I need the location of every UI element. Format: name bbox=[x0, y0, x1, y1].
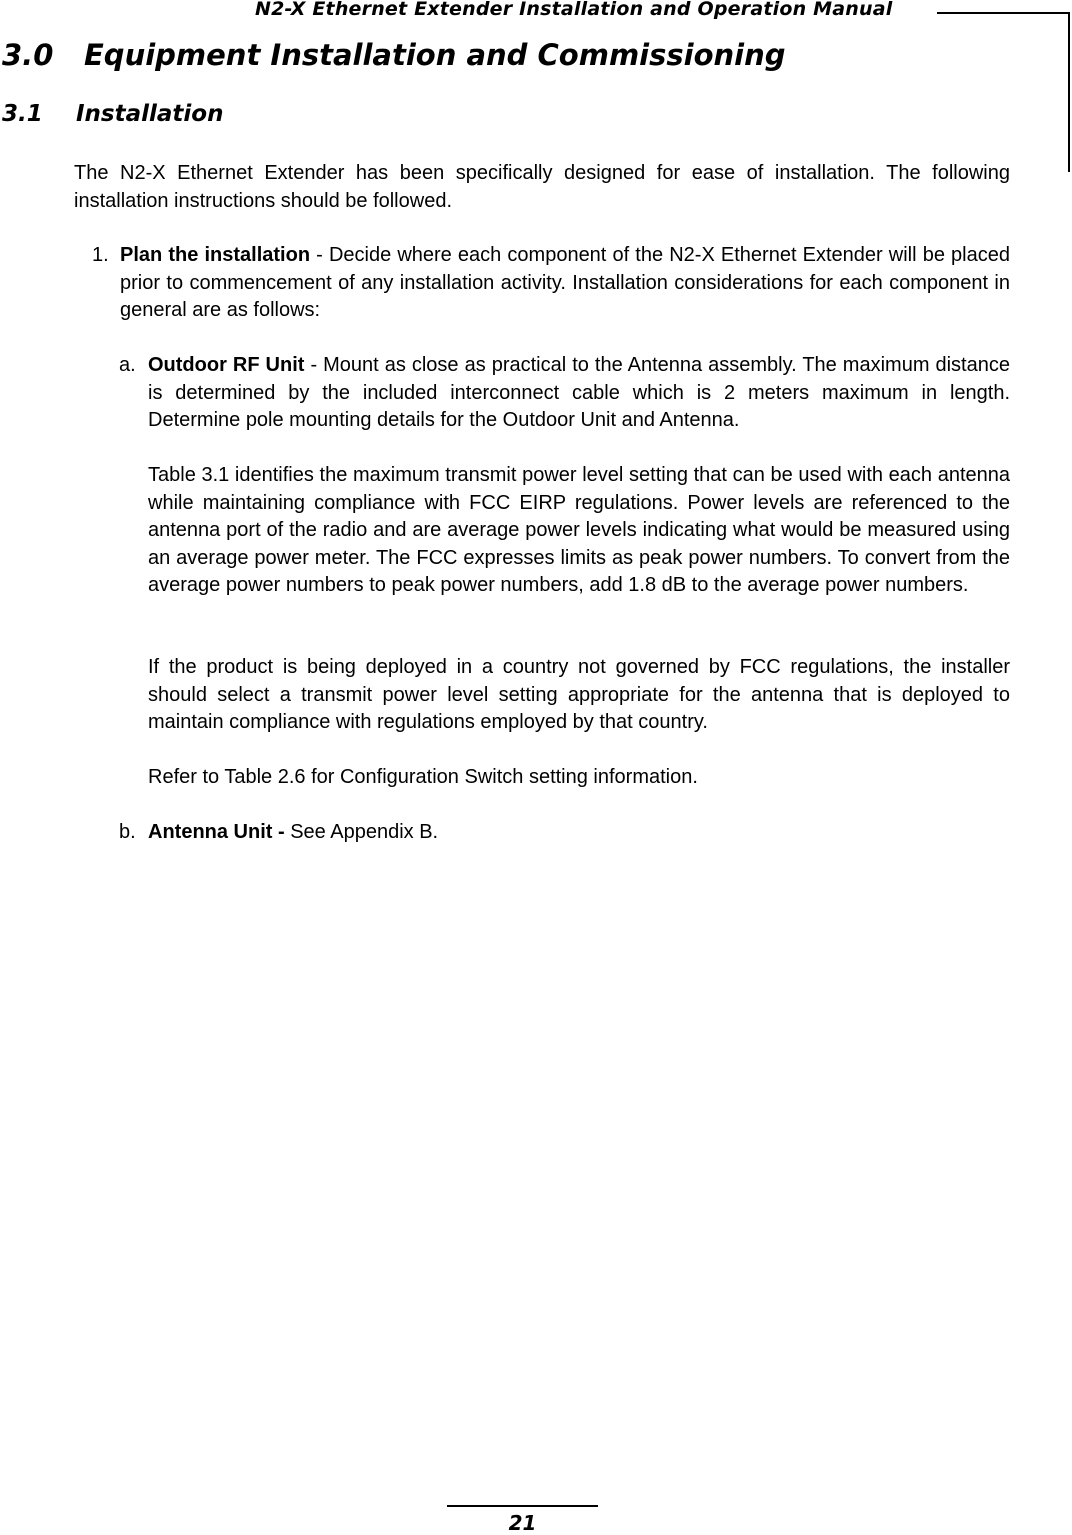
subsection-heading bbox=[2, 101, 223, 127]
item-b-text: See Appendix B. bbox=[284, 821, 439, 843]
running-header: N2-X Ethernet Extender Installation and Operation Manual bbox=[255, 0, 893, 20]
step-1-title: Plan the installation bbox=[120, 244, 311, 266]
section-number: 3.0 bbox=[2, 38, 54, 72]
step-1-text: - Decide where each component of the N2-X Ethernet Extender will be placed prior to commencement of any installation activity. Installation considerations for each component in general are as follows: bbox=[120, 244, 1010, 321]
header-vertical-rule bbox=[1068, 12, 1070, 172]
item-b-antenna-unit bbox=[119, 819, 1010, 847]
intro-paragraph: The N2-X Ethernet Extender has been specifically designed for ease of installation. The following installation instructions should be followed. bbox=[74, 162, 1010, 212]
item-a-outdoor-rf-unit bbox=[119, 352, 1010, 435]
step-1 bbox=[92, 242, 1010, 325]
subsection-title: Installation bbox=[76, 101, 224, 127]
section-heading bbox=[2, 38, 785, 72]
item-a-marker: a. bbox=[119, 354, 136, 376]
item-a-text: - Mount as close as practical to the Antenna assembly. The maximum distance is determined by the included interconnect cable which is 2 meters maximum in length. Determine pole mounting details for the Outdoor Unit and Antenna. bbox=[148, 354, 1010, 431]
non-fcc-paragraph: If the product is being deployed in a country not governed by FCC regulations, the installer should select a transmit power level setting appropriate for the antenna that is deployed to maintain compliance with regulations employed by that country. bbox=[148, 656, 1010, 733]
item-b-marker: b. bbox=[119, 821, 136, 843]
item-b-title: Antenna Unit - bbox=[148, 821, 285, 843]
subsection-number: 3.1 bbox=[2, 101, 43, 127]
header-rule bbox=[937, 12, 1070, 14]
item-a-title: Outdoor RF Unit bbox=[148, 354, 305, 376]
power-level-paragraph: Table 3.1 identifies the maximum transmit power level setting that can be used with each antenna while maintaining compliance with FCC EIRP regulations. Power levels are referenced to the antenna port of the radio and are average power levels indicating what would be measured using an average power meter. The FCC expresses limits as peak power numbers. To convert from the average power numbers to peak power numbers, add 1.8 dB to the average power numbers. bbox=[148, 464, 1010, 596]
step-1-marker: 1. bbox=[92, 244, 109, 266]
section-title: Equipment Installation and Commissioning bbox=[84, 38, 786, 72]
footer-rule bbox=[447, 1505, 598, 1507]
page-number: 21 bbox=[508, 1511, 537, 1535]
config-switch-reference: Refer to Table 2.6 for Configuration Switch setting information. bbox=[148, 766, 698, 788]
